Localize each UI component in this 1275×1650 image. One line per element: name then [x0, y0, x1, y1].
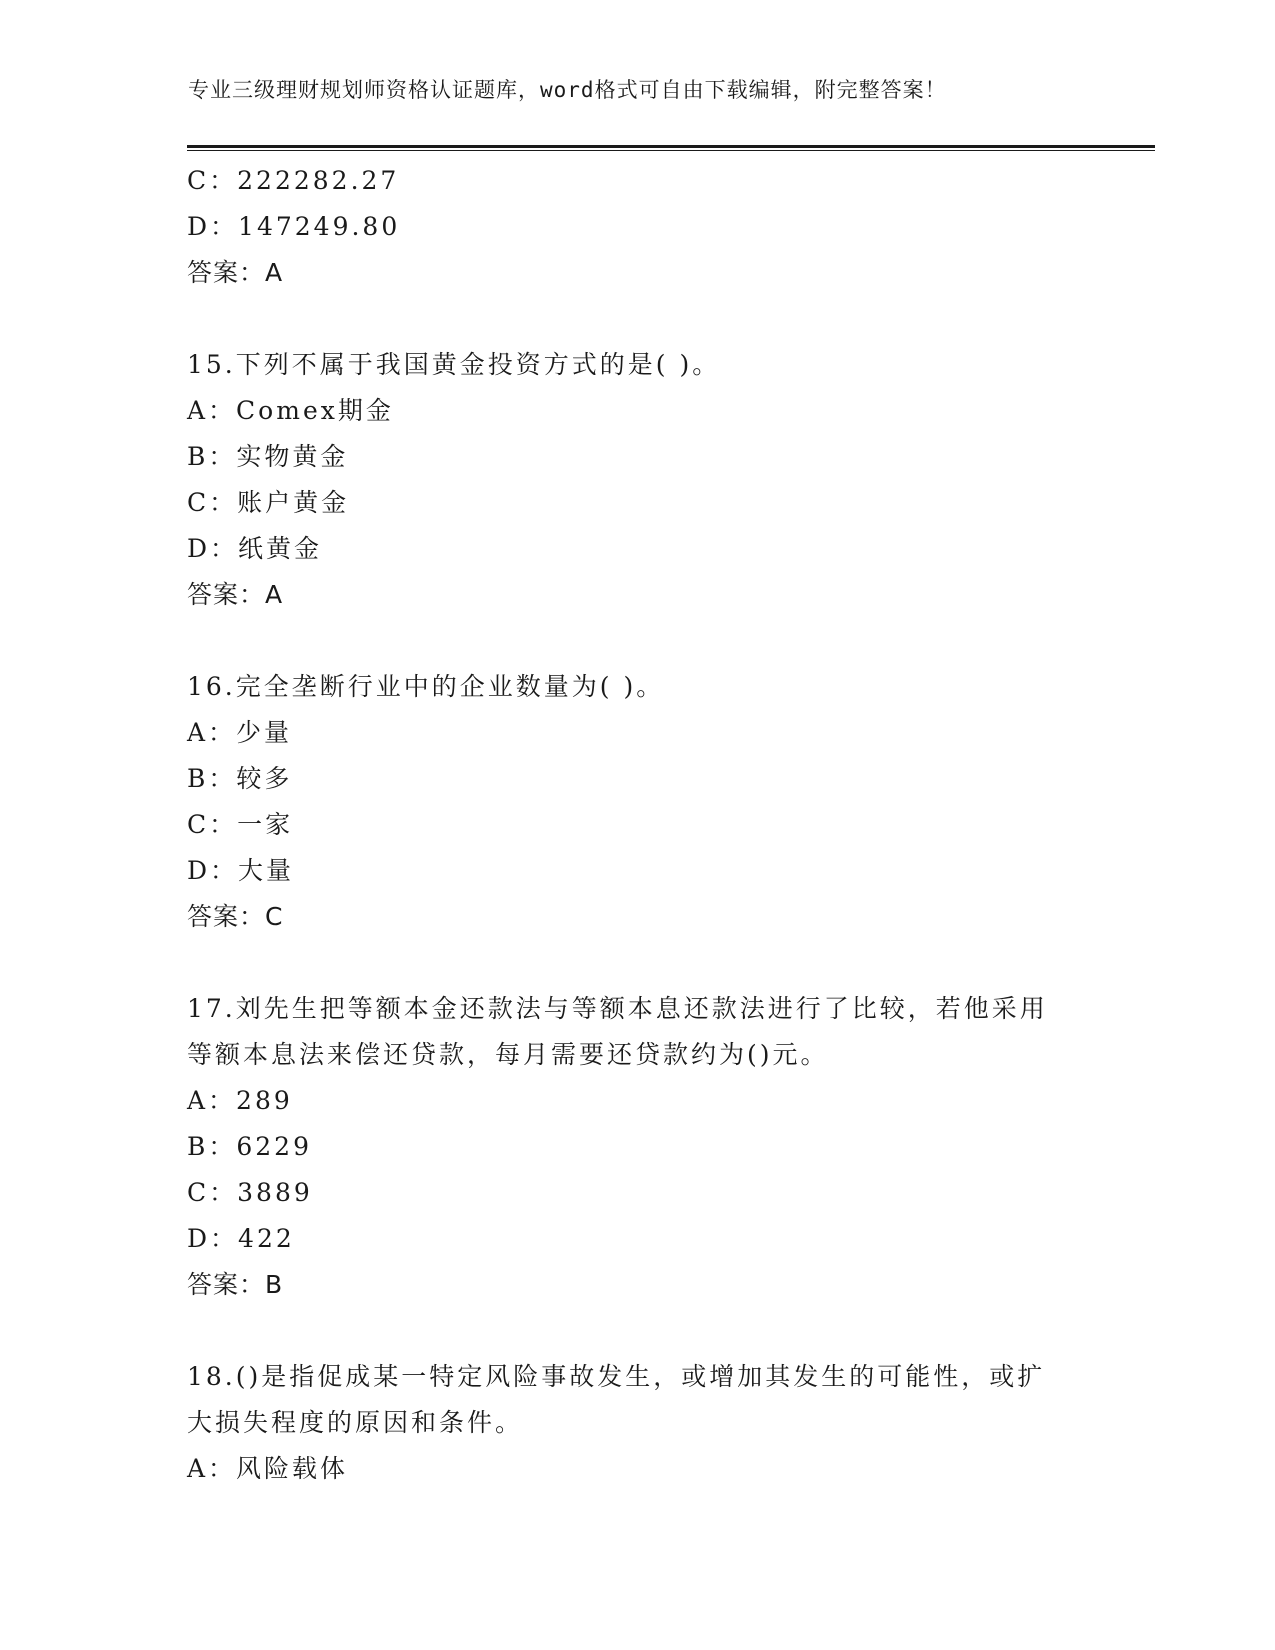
option-c: C：3889 — [187, 1178, 313, 1207]
option-b: B：6229 — [187, 1132, 312, 1161]
question-stem-line-1: 17.刘先生把等额本金还款法与等额本息还款法进行了比较，若他采用 — [187, 994, 1048, 1023]
spacer — [187, 1308, 1087, 1354]
spacer — [187, 296, 1087, 342]
option-c: C：222282.27 — [187, 166, 400, 195]
option-a: A：289 — [187, 1086, 293, 1115]
header-rule-thick — [187, 145, 1155, 148]
option-a: A：风险载体 — [187, 1454, 349, 1483]
question-15 — [187, 342, 1087, 618]
question-18 — [187, 1354, 1087, 1492]
answer: 答案：B — [187, 1270, 284, 1299]
question-content — [187, 158, 1087, 1492]
option-d: D：纸黄金 — [187, 534, 323, 563]
option-a: A：少量 — [187, 718, 293, 747]
spacer — [187, 618, 1087, 664]
answer: 答案：A — [187, 258, 284, 287]
spacer — [187, 940, 1087, 986]
page-header: 专业三级理财规划师资格认证题库，word格式可自由下载编辑，附完整答案！ — [188, 78, 947, 102]
header-rule-thin — [187, 150, 1155, 151]
question-16 — [187, 664, 1087, 940]
option-b: B：较多 — [187, 764, 293, 793]
option-d: D：422 — [187, 1224, 295, 1253]
question-14-tail — [187, 158, 1087, 296]
question-stem-line-2: 等额本息法来偿还贷款，每月需要还贷款约为()元。 — [187, 1040, 829, 1069]
question-17 — [187, 986, 1087, 1308]
option-b: B：实物黄金 — [187, 442, 349, 471]
option-d: D：大量 — [187, 856, 295, 885]
answer: 答案：C — [187, 902, 284, 931]
option-d: D：147249.80 — [187, 212, 401, 241]
question-stem-line-1: 18.()是指促成某一特定风险事故发生，或增加其发生的可能性，或扩 — [187, 1362, 1046, 1391]
question-stem: 15.下列不属于我国黄金投资方式的是( )。 — [187, 350, 721, 379]
option-c: C：账户黄金 — [187, 488, 350, 517]
option-a: A：Comex期金 — [187, 396, 394, 425]
option-c: C：一家 — [187, 810, 294, 839]
question-stem: 16.完全垄断行业中的企业数量为( )。 — [187, 672, 665, 701]
question-stem-line-2: 大损失程度的原因和条件。 — [187, 1408, 524, 1437]
answer: 答案：A — [187, 580, 284, 609]
